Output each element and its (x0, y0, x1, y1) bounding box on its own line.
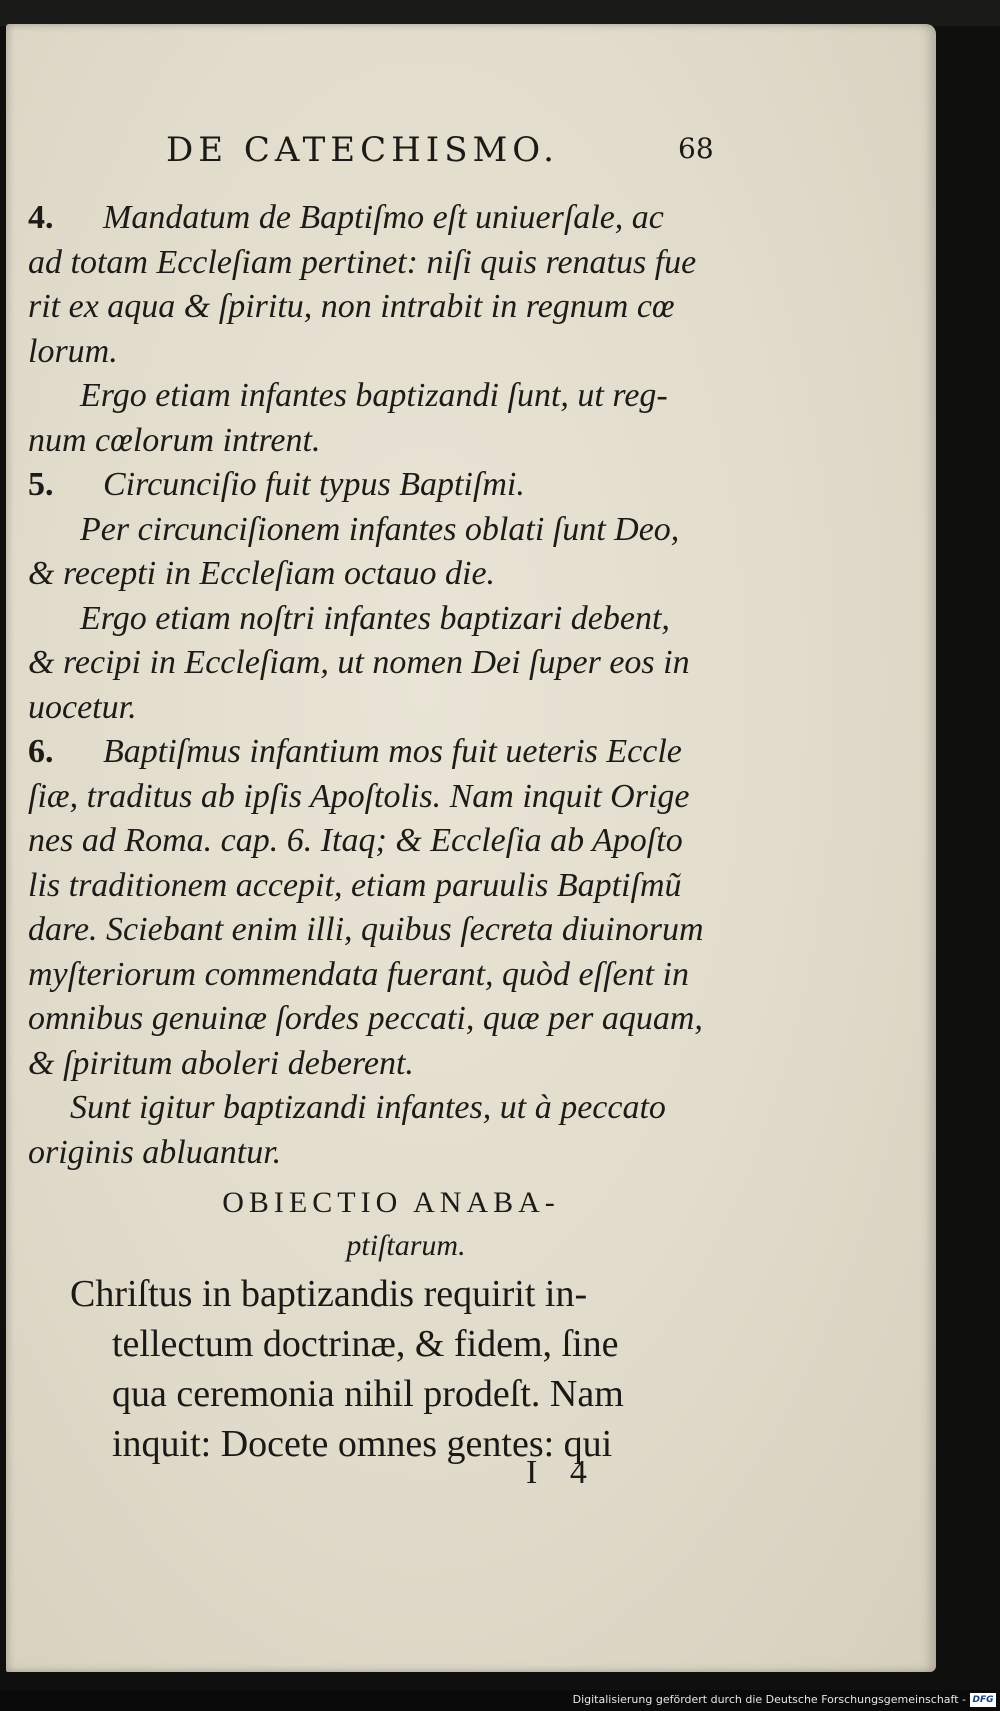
paragraph-number: 4. (28, 199, 54, 236)
text-line: dare. Sciebant enim illi, quibus ſecreta diuinorum (28, 911, 704, 948)
conclusion-paragraph (28, 374, 718, 463)
text-line: lorum. (28, 332, 118, 370)
heading-line: ptiſtarum. (346, 1229, 466, 1262)
text-line: omnibus genuinæ ſordes peccati, quæ per aquam, (28, 1000, 703, 1037)
text-line: qua ceremonia nihil prodeſt. Nam (112, 1373, 624, 1415)
paragraph-5 (28, 463, 718, 508)
paragraph-4 (28, 196, 718, 374)
objection-heading (6, 1182, 726, 1268)
text-line: ad totam Eccleſiam pertinet: niſi quis renatus fue (28, 243, 697, 281)
running-head: DE CATECHISMO. (166, 130, 559, 170)
text-line: tellectum doctrinæ, & fidem, ſine (112, 1323, 619, 1365)
footer-bar (0, 1690, 1000, 1711)
text-line: Chriſtus in baptizandis requirit in- (70, 1273, 588, 1315)
text-line: Ergo etiam noſtri infantes baptizari debent, (80, 599, 670, 637)
text-line: num cœlorum intrent. (28, 421, 321, 459)
text-line: originis abluantur. (28, 1133, 282, 1171)
page-header (6, 124, 936, 184)
text-line: Sunt igitur baptizandi infantes, ut à peccato (70, 1089, 666, 1126)
text-line: Circunciſio fuit typus Baptiſmi. (103, 466, 525, 503)
text-line: Ergo etiam infantes baptizandi ſunt, ut reg- (80, 377, 668, 414)
paragraph-number: 5. (28, 466, 54, 503)
dfg-logo-icon: DFG (970, 1693, 996, 1707)
text-line: myſteriorum commendata fuerant, quòd eſſent in (28, 955, 690, 993)
text-line: Baptiſmus infantium mos fuit ueteris Eccle (103, 733, 682, 770)
funding-credit: Digitalisierung gefördert durch die Deutsche Forschungsgemeinschaft - (572, 1693, 966, 1706)
book-page (6, 24, 936, 1672)
text-line: & recipi in Eccleſiam, ut nomen Dei ſuper eos in (28, 644, 690, 681)
text-line: & ſpiritum aboleri deberent. (28, 1044, 414, 1082)
page-number: 68 (678, 132, 714, 165)
signature-mark: I 4 (526, 1454, 599, 1491)
heading-line: OBIECTIO ANABA- (222, 1186, 560, 1219)
body-text (28, 196, 718, 1175)
text-line: rit ex aqua & ſpiritu, non intrabit in regnum cœ (28, 288, 675, 325)
text-line: uocetur. (28, 688, 137, 726)
text-line: Per circunciſionem infantes oblati ſunt Deo, (80, 510, 680, 548)
scan-top-edge (0, 0, 1000, 26)
objection-text (70, 1269, 730, 1469)
text-line: inquit: Docete omnes gentes: qui (112, 1423, 613, 1465)
premise-paragraph (28, 508, 718, 597)
text-line: ſiæ, traditus ab ipſis Apoſtolis. Nam inquit Orige (28, 777, 690, 815)
text-line: lis traditionem accepit, etiam paruulis Baptiſmũ (28, 866, 682, 904)
text-line: Mandatum de Baptiſmo eſt uniuerſale, ac (103, 199, 664, 236)
conclusion-paragraph (28, 597, 718, 731)
text-line: & recepti in Eccleſiam octauo die. (28, 555, 496, 592)
text-line: nes ad Roma. cap. 6. Itaq; & Eccleſia ab Apoſto (28, 822, 683, 859)
conclusion-paragraph (28, 1086, 718, 1175)
paragraph-number: 6. (28, 733, 54, 770)
paragraph-6 (28, 730, 718, 1086)
